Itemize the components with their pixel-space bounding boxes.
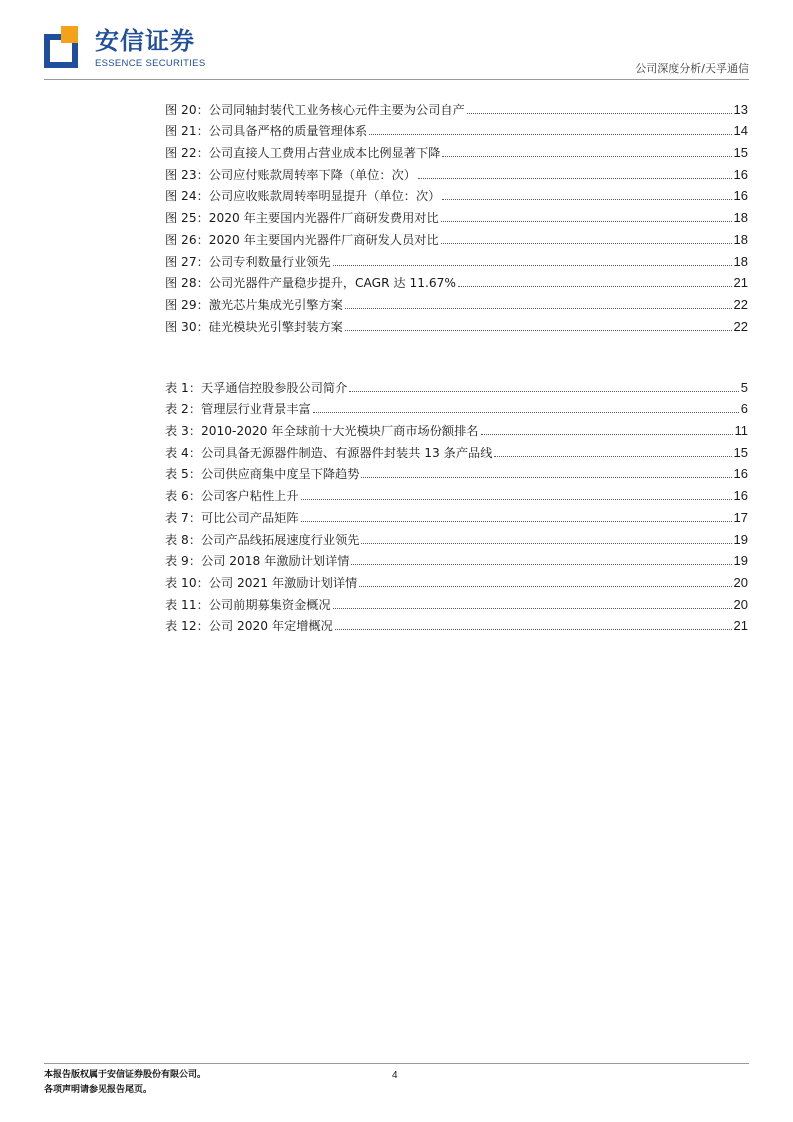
toc-dot-leader [359, 586, 731, 587]
toc-entry[interactable] [165, 504, 748, 526]
toc-entry-label: 图 20：公司同轴封装代工业务核心元件主要为公司自产 [165, 102, 465, 117]
logo-english-name: ESSENCE SECURITIES [95, 58, 206, 69]
figure-index [165, 96, 748, 335]
page-number: 4 [392, 1070, 398, 1081]
toc-entry-label: 表 6：公司客户粘性上升 [165, 489, 299, 504]
toc-entry-page: 11 [734, 423, 748, 439]
toc-entry[interactable] [165, 417, 748, 439]
toc-dot-leader [441, 221, 732, 222]
toc-entry[interactable] [165, 183, 748, 205]
toc-dot-leader [345, 308, 732, 309]
toc-entry-page: 13 [733, 101, 748, 117]
toc-entry-page: 14 [733, 123, 748, 139]
toc-entry-label: 表 5：公司供应商集中度呈下降趋势 [165, 467, 360, 482]
toc-entry[interactable] [165, 204, 748, 226]
logo-chinese-name: 安信证券 [95, 27, 195, 55]
toc-entry-label: 图 26：2020 年主要国内光器件厂商研发人员对比 [165, 232, 439, 247]
toc-entry-page: 15 [733, 444, 748, 460]
toc-entry[interactable] [165, 569, 748, 591]
toc-entry-label: 表 4：公司具备无源器件制造、有源器件封装共 13 条产品线 [165, 445, 493, 460]
toc-entry[interactable] [165, 396, 748, 418]
toc-entry[interactable] [165, 548, 748, 570]
toc-dot-leader [335, 629, 732, 630]
toc-dot-leader [333, 265, 732, 266]
toc-dot-leader [441, 243, 732, 244]
toc-dot-leader [351, 564, 731, 565]
toc-dot-leader [369, 134, 731, 135]
toc-entry-label: 表 8：公司产品线拓展速度行业领先 [165, 532, 360, 547]
table-index [165, 374, 748, 634]
toc-entry[interactable] [165, 461, 748, 483]
toc-entry[interactable] [165, 118, 748, 140]
toc-dot-leader [442, 156, 731, 157]
toc-entry[interactable] [165, 96, 748, 118]
toc-entry-page: 20 [733, 596, 748, 612]
toc-entry-label: 图 29：激光芯片集成光引擎方案 [165, 297, 343, 312]
toc-entry[interactable] [165, 270, 748, 292]
toc-entry-page: 19 [733, 531, 748, 547]
toc-dot-leader [467, 113, 732, 114]
toc-entry[interactable] [165, 374, 748, 396]
toc-entry-label: 图 28：公司光器件产量稳步提升，CAGR 达 11.67% [165, 276, 456, 291]
toc-entry-page: 22 [733, 296, 748, 312]
toc-dot-leader [494, 456, 731, 457]
toc-dot-leader [333, 608, 732, 609]
toc-entry-label: 表 9：公司 2018 年激励计划详情 [165, 554, 350, 569]
toc-entry-page: 18 [733, 210, 748, 226]
toc-dot-leader [481, 434, 733, 435]
toc-entry-label: 图 25：2020 年主要国内光器件厂商研发费用对比 [165, 211, 439, 226]
toc-entry-label: 表 7：可比公司产品矩阵 [165, 510, 299, 525]
toc-entry-page: 16 [733, 466, 748, 482]
toc-entry-page: 17 [733, 509, 748, 525]
toc-entry-label: 表 1：天孚通信控股参股公司简介 [165, 380, 348, 395]
toc-entry-label: 图 23：公司应付账款周转率下降（单位：次） [165, 167, 416, 182]
footer-disclaimer [44, 1068, 206, 1098]
toc-entry-page: 16 [733, 188, 748, 204]
toc-entry-label: 表 10：公司 2021 年激励计划详情 [165, 575, 358, 590]
toc-dot-leader [442, 199, 731, 200]
toc-entry-label: 表 11：公司前期募集资金概况 [165, 597, 331, 612]
toc-entry[interactable] [165, 248, 748, 270]
toc-entry-page: 6 [740, 401, 748, 417]
toc-entry[interactable] [165, 291, 748, 313]
toc-dot-leader [301, 521, 732, 522]
toc-entry-page: 16 [733, 166, 748, 182]
toc-entry-page: 5 [740, 379, 748, 395]
toc-entry-label: 表 2：管理层行业背景丰富 [165, 402, 311, 417]
toc-entry[interactable] [165, 439, 748, 461]
header-divider [44, 79, 749, 80]
toc-entry-label: 表 12：公司 2020 年定增概况 [165, 619, 333, 634]
toc-dot-leader [313, 412, 739, 413]
toc-dot-leader [418, 178, 732, 179]
toc-entry-page: 19 [733, 553, 748, 569]
toc-entry-page: 21 [733, 275, 748, 291]
toc-entry-page: 15 [733, 145, 748, 161]
toc-entry-label: 图 21：公司具备严格的质量管理体系 [165, 124, 368, 139]
footer-copyright: 本报告版权属于安信证券股份有限公司。 [44, 1070, 207, 1080]
toc-entry[interactable] [165, 526, 748, 548]
toc-entry[interactable] [165, 139, 748, 161]
toc-entry-page: 18 [733, 231, 748, 247]
toc-dot-leader [345, 330, 732, 331]
toc-dot-leader [361, 543, 731, 544]
report-type-label: 公司深度分析/天孚通信 [635, 62, 749, 75]
toc-entry[interactable] [165, 613, 748, 635]
toc-dot-leader [458, 286, 732, 287]
page-header [0, 0, 793, 80]
toc-entry-page: 18 [733, 253, 748, 269]
toc-entry-label: 图 22：公司直接人工费用占营业成本比例显著下降 [165, 146, 441, 161]
toc-entry[interactable] [165, 482, 748, 504]
toc-entry-label: 图 24：公司应收账款周转率明显提升（单位：次） [165, 189, 441, 204]
toc-entry[interactable] [165, 161, 748, 183]
toc-entry[interactable] [165, 313, 748, 335]
toc-dot-leader [301, 499, 732, 500]
toc-entry-page: 22 [733, 318, 748, 334]
toc-entry[interactable] [165, 591, 748, 613]
toc-dot-leader [361, 477, 731, 478]
toc-entry-label: 图 30：硅光模块光引擎封装方案 [165, 319, 343, 334]
toc-entry-label: 图 27：公司专利数量行业领先 [165, 254, 331, 269]
toc-entry-page: 16 [733, 488, 748, 504]
toc-dot-leader [349, 391, 739, 392]
footer-divider [44, 1063, 749, 1064]
toc-entry-page: 20 [733, 574, 748, 590]
toc-entry-label: 表 3：2010-2020 年全球前十大光模块厂商市场份额排名 [165, 424, 479, 439]
essence-logo-icon [44, 26, 78, 68]
toc-entry-page: 21 [733, 618, 748, 634]
toc-entry[interactable] [165, 226, 748, 248]
footer-statement-note: 各项声明请参见报告尾页。 [44, 1085, 153, 1095]
